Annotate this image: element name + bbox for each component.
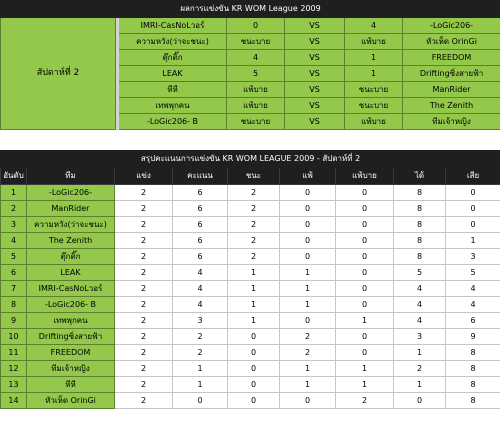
header-team: ทีม [27,168,115,185]
vs-label: VS [285,82,345,98]
points-cell: 6 [173,201,228,217]
rank-cell: 4 [1,233,27,249]
rank-cell: 14 [1,393,27,409]
points-cell: 2 [173,329,228,345]
standings-row [1,201,500,217]
forfeits-cell: 1 [336,377,394,393]
for-cell: 1 [394,345,446,361]
header-losses: แพ้ [280,168,336,185]
points-cell: 3 [173,313,228,329]
standings-row [1,393,500,409]
against-cell: 1 [446,233,500,249]
forfeits-cell: 1 [336,313,394,329]
against-cell: 3 [446,249,500,265]
against-cell: 4 [446,297,500,313]
team-cell: หัวเห็ด OrinGi [27,393,115,409]
wins-cell: 1 [228,265,280,281]
away-score: 4 [345,18,403,34]
for-cell: 8 [394,249,446,265]
against-cell: 4 [446,281,500,297]
against-cell: 8 [446,361,500,377]
away-score: 1 [345,50,403,66]
standings-row [1,233,500,249]
forfeits-cell: 0 [336,297,394,313]
losses-cell: 2 [280,345,336,361]
played-cell: 2 [115,393,173,409]
home-team: หีหี [119,82,227,98]
standings-row [1,249,500,265]
forfeits-cell: 0 [336,201,394,217]
played-cell: 2 [115,377,173,393]
losses-cell: 0 [280,217,336,233]
forfeits-cell: 0 [336,185,394,201]
away-team: Driftingซิ่งสายฟ้า [403,66,500,82]
rank-cell: 12 [1,361,27,377]
for-cell: 8 [394,217,446,233]
header-played: แข่ง [115,168,173,185]
forfeits-cell: 1 [336,361,394,377]
rank-cell: 1 [1,185,27,201]
for-cell: 4 [394,297,446,313]
rank-cell: 8 [1,297,27,313]
wins-cell: 0 [228,361,280,377]
away-score: 1 [345,66,403,82]
vs-label: VS [285,114,345,130]
vs-label: VS [285,34,345,50]
points-cell: 6 [173,233,228,249]
rank-cell: 11 [1,345,27,361]
rank-cell: 13 [1,377,27,393]
points-cell: 4 [173,281,228,297]
points-cell: 6 [173,249,228,265]
header-against: เสีย [446,168,500,185]
wins-cell: 2 [228,217,280,233]
losses-cell: 2 [280,329,336,345]
for-cell: 4 [394,281,446,297]
played-cell: 2 [115,233,173,249]
wins-cell: 0 [228,329,280,345]
played-cell: 2 [115,201,173,217]
vs-label: VS [285,50,345,66]
standings-row [1,329,500,345]
wins-cell: 0 [228,393,280,409]
team-cell: เทพพุกคน [27,313,115,329]
for-cell: 2 [394,361,446,377]
points-cell: 1 [173,377,228,393]
for-cell: 4 [394,313,446,329]
standings-row [1,281,500,297]
away-team: หัวเห็ด OrinGi [403,34,500,50]
played-cell: 2 [115,297,173,313]
standings-row [1,377,500,393]
rank-cell: 6 [1,265,27,281]
played-cell: 2 [115,185,173,201]
played-cell: 2 [115,217,173,233]
home-score: ชนะบาย [227,114,285,130]
losses-cell: 0 [280,233,336,249]
wins-cell: 2 [228,185,280,201]
home-score: แพ้บาย [227,82,285,98]
played-cell: 2 [115,265,173,281]
vs-label: VS [285,98,345,114]
wins-cell: 0 [228,377,280,393]
wins-cell: 2 [228,201,280,217]
standings-row [1,297,500,313]
wins-cell: 1 [228,313,280,329]
against-cell: 9 [446,329,500,345]
losses-cell: 0 [280,201,336,217]
points-cell: 2 [173,345,228,361]
away-score: แพ้บาย [345,34,403,50]
points-cell: 1 [173,361,228,377]
played-cell: 2 [115,361,173,377]
against-cell: 0 [446,217,500,233]
losses-cell: 0 [280,249,336,265]
header-for: ได้ [394,168,446,185]
losses-cell: 1 [280,265,336,281]
away-team: FREEDOM [403,50,500,66]
standings-header-row [1,168,500,185]
team-cell: The Zenith [27,233,115,249]
points-cell: 4 [173,265,228,281]
home-team: ความหวัง(ว่าจะชนะ) [119,34,227,50]
wins-cell: 0 [228,345,280,361]
forfeits-cell: 0 [336,345,394,361]
forfeits-cell: 0 [336,233,394,249]
match-row [1,18,500,34]
rank-cell: 5 [1,249,27,265]
away-team: ทีมเจ้าหญิง [403,114,500,130]
forfeits-cell: 0 [336,217,394,233]
vs-label: VS [285,66,345,82]
against-cell: 8 [446,377,500,393]
standings-row [1,185,500,201]
away-team: ManRider [403,82,500,98]
home-score: แพ้บาย [227,98,285,114]
header-points: คะแนน [173,168,228,185]
header-forfeits: แพ้บาย [336,168,394,185]
for-cell: 3 [394,329,446,345]
played-cell: 2 [115,281,173,297]
home-team: เทพพุกคน [119,98,227,114]
team-cell: ตุ๊กติ๊ก [27,249,115,265]
against-cell: 6 [446,313,500,329]
for-cell: 5 [394,265,446,281]
wins-cell: 1 [228,297,280,313]
home-score: ชนะบาย [227,34,285,50]
team-cell: ManRider [27,201,115,217]
week-label: สัปดาห์ที่ 2 [1,18,116,130]
wins-cell: 2 [228,249,280,265]
standings-title-row [1,151,500,168]
losses-cell: 0 [280,313,336,329]
away-team: The Zenith [403,98,500,114]
forfeits-cell: 0 [336,329,394,345]
results-title: ผลการแข่งขัน KR WOM League 2009 [1,1,500,18]
losses-cell: 1 [280,377,336,393]
team-cell: ทีมเจ้าหญิง [27,361,115,377]
home-team: -LoGic206- B [119,114,227,130]
losses-cell: 0 [280,393,336,409]
against-cell: 8 [446,393,500,409]
away-team: -LoGic206- [403,18,500,34]
losses-cell: 1 [280,281,336,297]
forfeits-cell: 2 [336,393,394,409]
for-cell: 1 [394,377,446,393]
results-title-row [1,1,500,18]
home-team: ตุ๊กติ๊ก [119,50,227,66]
results-table [0,0,500,130]
home-score: 0 [227,18,285,34]
home-score: 4 [227,50,285,66]
losses-cell: 0 [280,185,336,201]
standings-body [1,185,500,409]
team-cell: LEAK [27,265,115,281]
standings-row [1,361,500,377]
vs-label: VS [285,18,345,34]
team-cell: -LoGic206- [27,185,115,201]
rank-cell: 7 [1,281,27,297]
points-cell: 6 [173,185,228,201]
standings-row [1,217,500,233]
points-cell: 4 [173,297,228,313]
against-cell: 0 [446,201,500,217]
team-cell: ความหวัง(ว่าจะชนะ) [27,217,115,233]
rank-cell: 9 [1,313,27,329]
forfeits-cell: 0 [336,249,394,265]
for-cell: 0 [394,393,446,409]
forfeits-cell: 0 [336,281,394,297]
for-cell: 8 [394,233,446,249]
played-cell: 2 [115,313,173,329]
rank-cell: 10 [1,329,27,345]
played-cell: 2 [115,345,173,361]
against-cell: 5 [446,265,500,281]
standings-title: สรุปคะแนนการแข่งขัน KR WOM LEAGUE 2009 - สัปดาห์ที่ 2 [1,151,500,168]
team-cell: Driftingซิ่งสายฟ้า [27,329,115,345]
standings-table [0,150,500,409]
played-cell: 2 [115,329,173,345]
header-wins: ชนะ [228,168,280,185]
against-cell: 8 [446,345,500,361]
forfeits-cell: 0 [336,265,394,281]
wins-cell: 2 [228,233,280,249]
away-score: ชนะบาย [345,82,403,98]
wins-cell: 1 [228,281,280,297]
rank-cell: 2 [1,201,27,217]
header-rank: อันดับ [1,168,27,185]
standings-row [1,345,500,361]
home-team: IMRI-CasNoLวอร์ [119,18,227,34]
for-cell: 8 [394,185,446,201]
home-score: 5 [227,66,285,82]
rank-cell: 3 [1,217,27,233]
home-team: LEAK [119,66,227,82]
standings-row [1,265,500,281]
losses-cell: 1 [280,361,336,377]
away-score: แพ้บาย [345,114,403,130]
team-cell: FREEDOM [27,345,115,361]
for-cell: 8 [394,201,446,217]
losses-cell: 1 [280,297,336,313]
points-cell: 6 [173,217,228,233]
team-cell: -LoGic206- B [27,297,115,313]
standings-row [1,313,500,329]
away-score: ชนะบาย [345,98,403,114]
team-cell: IMRI-CasNoLวอร์ [27,281,115,297]
against-cell: 0 [446,185,500,201]
played-cell: 2 [115,249,173,265]
team-cell: หีหี [27,377,115,393]
points-cell: 0 [173,393,228,409]
